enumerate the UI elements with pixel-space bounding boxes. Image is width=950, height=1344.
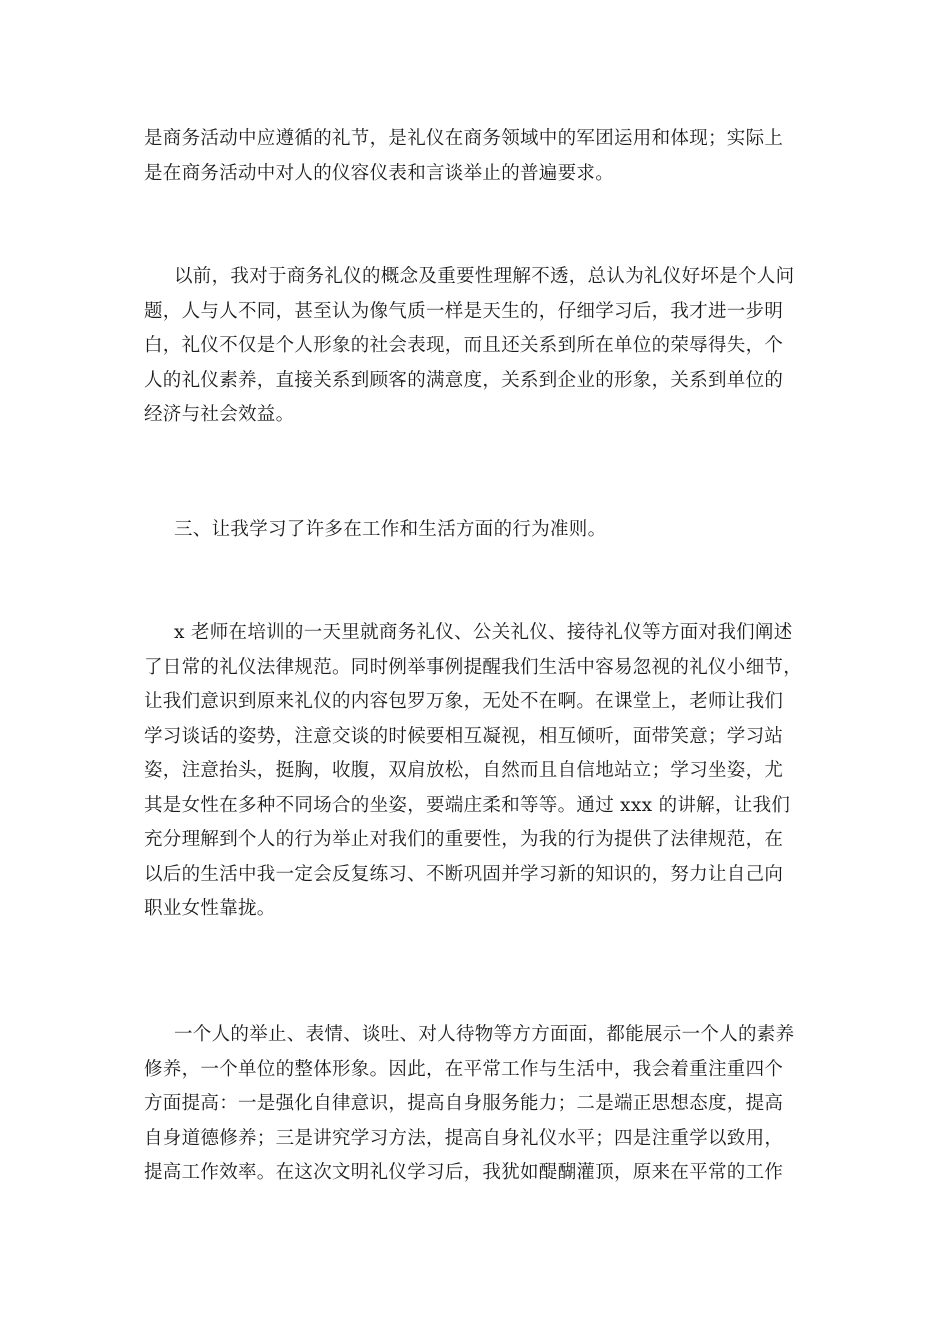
text-line: 以前，我对于商务礼仪的概念及重要性理解不透，总认为礼仪好坏是个人问 (174, 266, 795, 287)
text-line: 一个人的举止、表情、谈吐、对人待物等方方面面，都能展示一个人的素养 (174, 1024, 795, 1045)
text-line: 是在商务活动中对人的仪容仪表和言谈举止的普遍要求。 (144, 162, 615, 184)
text-line: 三、让我学习了许多在工作和生活方面的行为准则。 (174, 519, 607, 540)
text-line: 题，人与人不同，甚至认为像气质一样是天生的，仔细学习后，我才进一步明 (144, 300, 784, 322)
text-line: 学习谈话的姿势，注意交谈的时候要相互凝视，相互倾听，面带笑意；学习站 (144, 725, 784, 747)
text-line: 职业女性靠拢。 (144, 898, 276, 919)
text-line: 修养，一个单位的整体形象。因此，在平常工作与生活中，我会着重注重四个 (144, 1058, 784, 1080)
paragraph-previous-understanding (144, 260, 804, 433)
text-line: 方面提高：一是强化自律意识，提高自身服务能力；二是端正思想态度，提高 (144, 1093, 784, 1114)
text-line: 充分理解到个人的行为举止对我们的重要性，为我的行为提供了法律规范，在 (144, 829, 784, 850)
text-line: 是商务活动中应遵循的礼节，是礼仪在商务领域中的军团运用和体现；实际上 (144, 128, 784, 149)
section-heading-three (144, 513, 804, 548)
text-line: 姿，注意抬头，挺胸，收腹，双肩放松，自然而且自信地站立；学习坐姿，尤 (144, 760, 784, 781)
text-line: 了日常的礼仪法律规范。同时例举事例提醒我们生活中容易忽视的礼仪小细节， (144, 656, 803, 678)
text-line: 以后的生活中我一定会反复练习、不断巩固并学习新的知识的，努力让自己向 (144, 863, 784, 885)
text-line: 白，礼仪不仅是个人形象的社会表现，而且还关系到所在单位的荣辱得失，个 (144, 335, 784, 356)
text-line: 提高工作效率。在这次文明礼仪学习后，我犹如醍醐灌顶，原来在平常的工作 (144, 1162, 784, 1183)
text-line: 人的礼仪素养，直接关系到顾客的满意度，关系到企业的形象，关系到单位的 (144, 369, 784, 391)
text-line: 让我们意识到原来礼仪的内容包罗万象，无处不在啊。在课堂上，老师让我们 (144, 691, 784, 712)
paragraph-personal-conduct (144, 1018, 804, 1191)
text-line: 其是女性在多种不同场合的坐姿，要端庄柔和等等。通过 xxx 的讲解，让我们 (144, 794, 791, 816)
text-line: 经济与社会效益。 (144, 404, 295, 425)
text-line: 自身道德修养；三是讲究学习方法，提高自身礼仪水平；四是注重学以致用， (144, 1127, 784, 1149)
text-line: x 老师在培训的一天里就商务礼仪、公关礼仪、接待礼仪等方面对我们阐述 (174, 622, 793, 643)
paragraph-business-etiquette-definition (144, 122, 804, 191)
paragraph-training-content (144, 616, 804, 927)
